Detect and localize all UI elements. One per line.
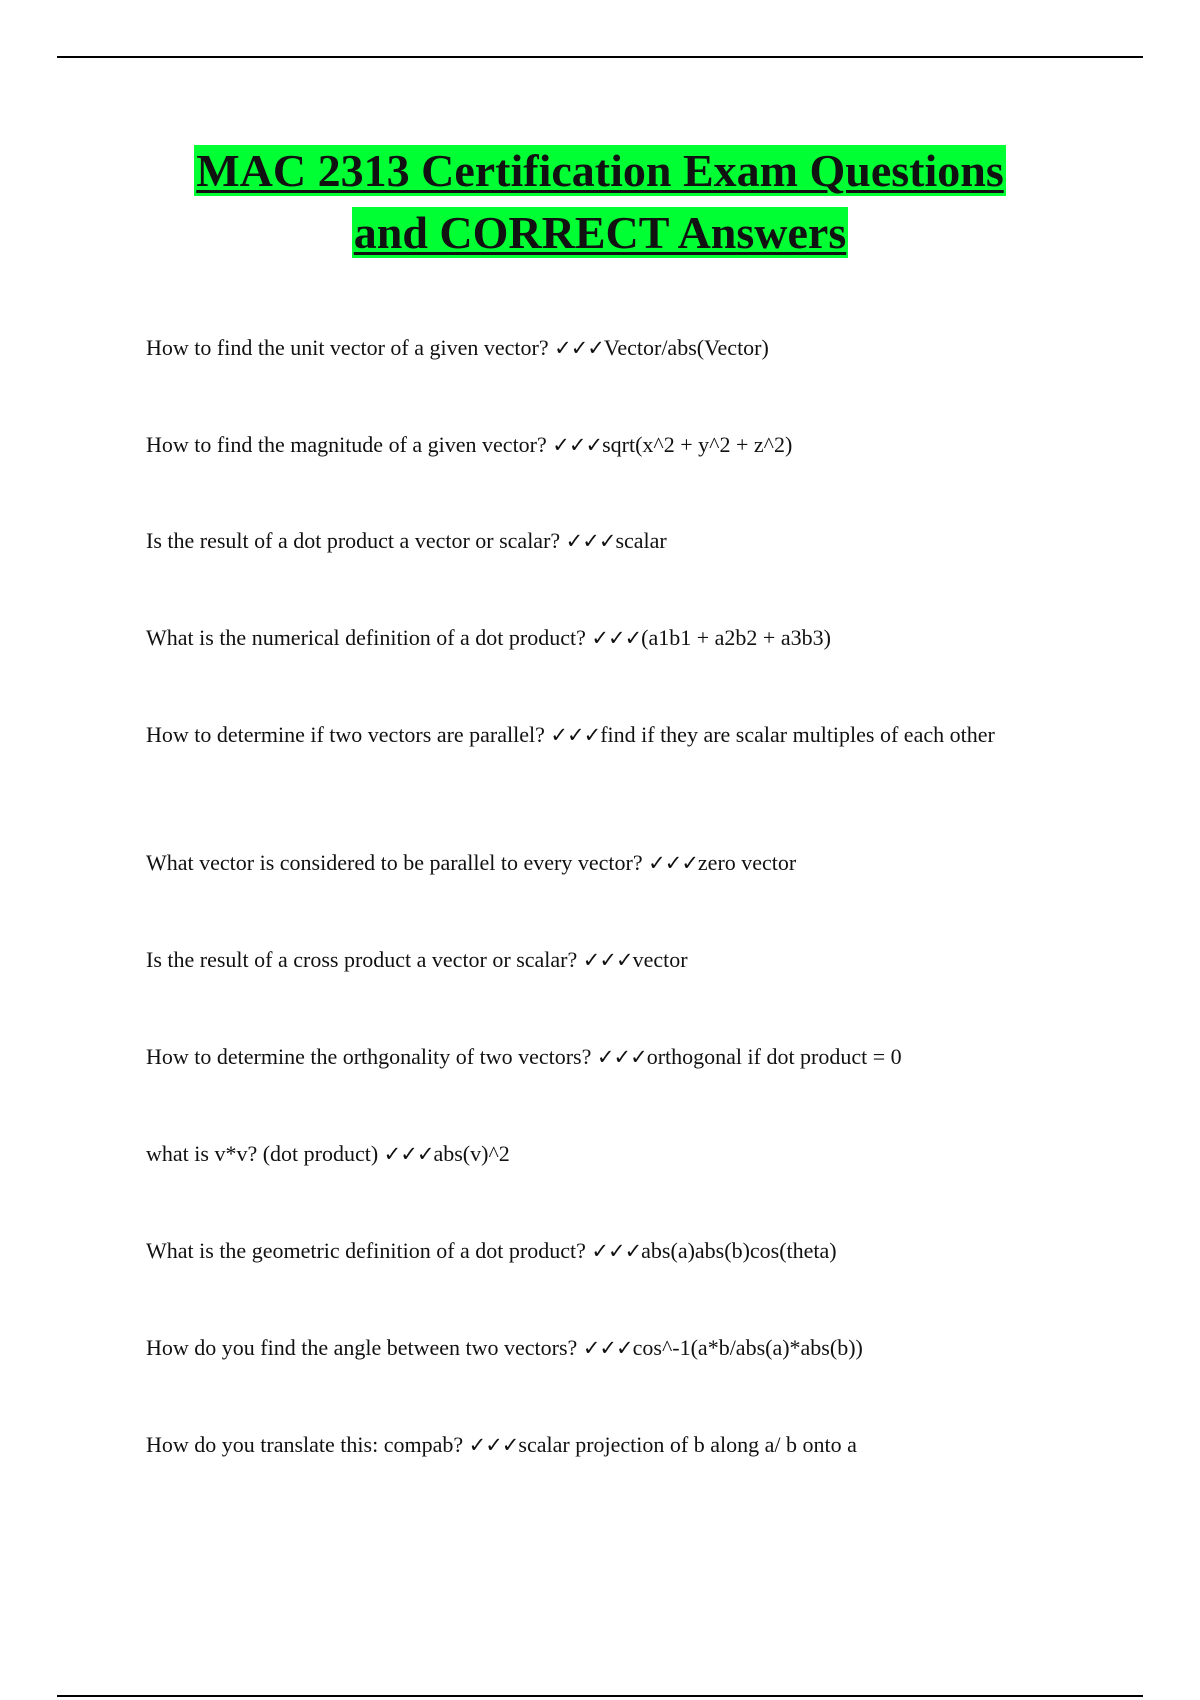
check-icon: ✓✓✓ <box>554 336 604 360</box>
answer-text: find if they are scalar multiples of each other <box>600 722 995 747</box>
qa-item <box>146 1333 1046 1363</box>
check-icon: ✓✓✓ <box>591 626 642 650</box>
answer-text: zero vector <box>697 850 797 875</box>
question-text: How do you translate this: compab? <box>146 1432 469 1457</box>
document-title <box>100 140 1100 264</box>
qa-item <box>146 430 1046 460</box>
question-text: what is v*v? (dot product) <box>146 1141 384 1166</box>
question-text: How to determine if two vectors are parallel? <box>146 722 551 747</box>
answer-text: cos^-1(a*b/abs(a)*abs(b)) <box>632 1335 863 1360</box>
answer-text: abs(a)abs(b)cos(theta) <box>641 1238 837 1263</box>
answer-text: scalar projection of b along a/ b onto a <box>518 1432 857 1457</box>
qa-item <box>146 1236 1046 1266</box>
question-text: Is the result of a dot product a vector or scalar? <box>146 528 566 553</box>
check-icon: ✓✓✓ <box>648 851 698 875</box>
check-icon: ✓✓✓ <box>550 723 601 747</box>
qa-item <box>146 333 1046 363</box>
top-rule <box>57 56 1143 58</box>
qa-item <box>146 1430 1046 1460</box>
answer-text: Vector/abs(Vector) <box>603 335 769 360</box>
question-text: How to find the unit vector of a given vector? <box>146 335 555 360</box>
bottom-rule <box>57 1695 1143 1697</box>
title-line-2: and CORRECT Answers <box>353 207 847 258</box>
question-text: How to find the magnitude of a given vector? <box>146 432 553 457</box>
check-icon: ✓✓✓ <box>468 1433 519 1457</box>
question-text: How to determine the orthgonality of two vectors? <box>146 1044 597 1069</box>
qa-item <box>146 848 1046 878</box>
qa-item <box>146 945 1046 975</box>
qa-item <box>146 720 1036 750</box>
check-icon: ✓✓✓ <box>383 1142 434 1166</box>
qa-item <box>146 526 1046 556</box>
qa-item <box>146 1042 1046 1072</box>
question-text: Is the result of a cross product a vector or scalar? <box>146 947 583 972</box>
answer-text: vector <box>632 947 688 972</box>
question-text: What is the numerical definition of a dot product? <box>146 625 592 650</box>
question-text: What is the geometric definition of a dot product? <box>146 1238 592 1263</box>
check-icon: ✓✓✓ <box>582 948 633 972</box>
answer-text: orthogonal if dot product = 0 <box>646 1044 902 1069</box>
qa-item <box>146 1139 1046 1169</box>
question-text: What vector is considered to be parallel to every vector? <box>146 850 649 875</box>
question-text: How do you find the angle between two vectors? <box>146 1335 583 1360</box>
answer-text: abs(v)^2 <box>433 1141 510 1166</box>
check-icon: ✓✓✓ <box>596 1045 647 1069</box>
check-icon: ✓✓✓ <box>565 529 616 553</box>
answer-text: scalar <box>615 528 667 553</box>
title-line-1: MAC 2313 Certification Exam Questions <box>196 145 1004 196</box>
answer-text: sqrt(x^2 + y^2 + z^2) <box>602 432 793 457</box>
answer-text: (a1b1 + a2b2 + a3b3) <box>641 625 831 650</box>
check-icon: ✓✓✓ <box>582 1336 633 1360</box>
check-icon: ✓✓✓ <box>591 1239 642 1263</box>
check-icon: ✓✓✓ <box>552 433 603 457</box>
qa-item <box>146 623 1046 653</box>
